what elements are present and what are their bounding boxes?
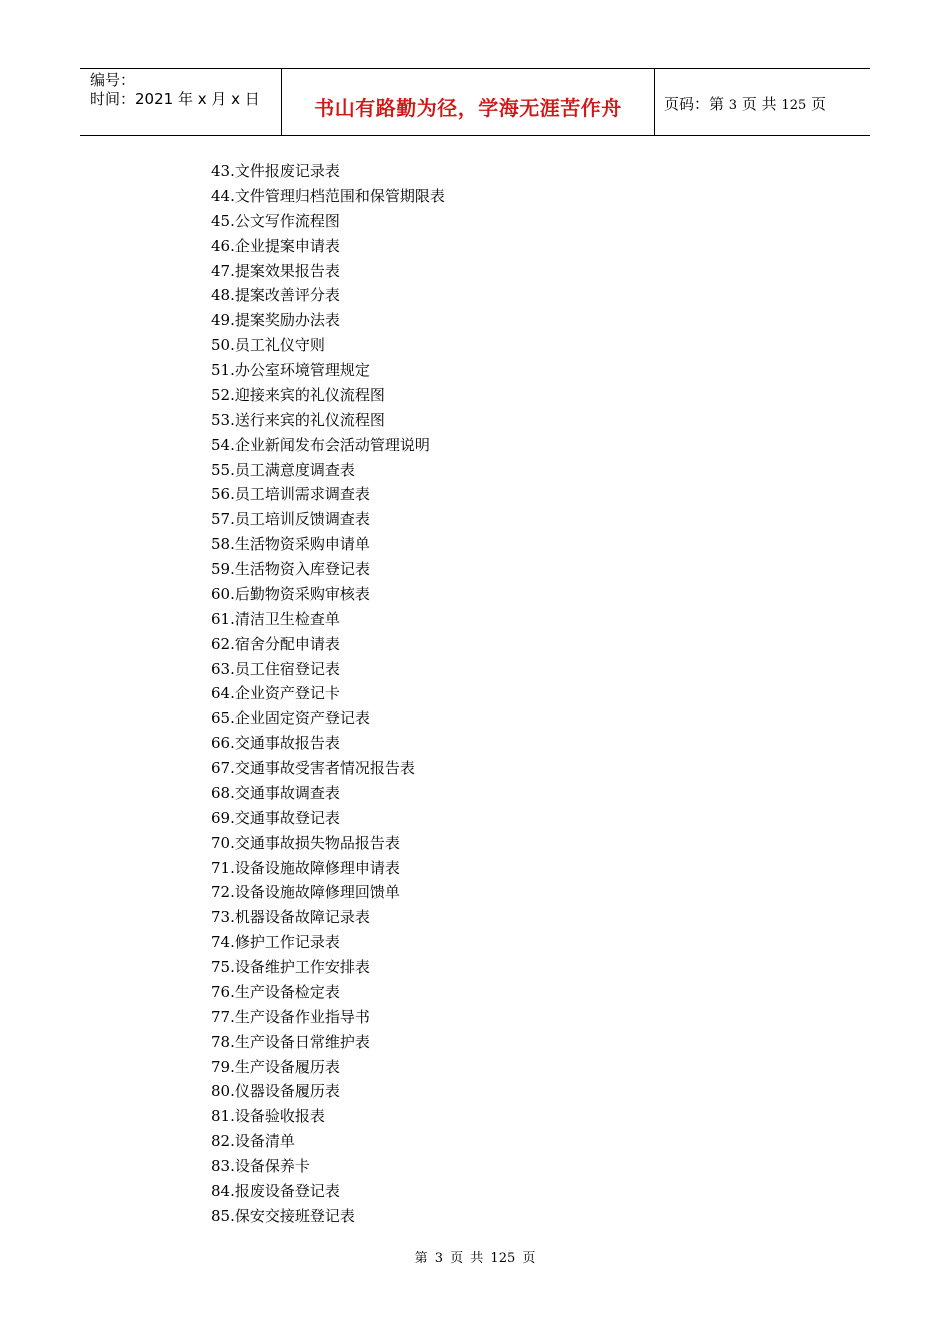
document-time-label: 时间：2021 年 x 月 x 日 [90, 90, 260, 108]
list-item: 69.交通事故登记表 [211, 808, 340, 827]
header-motto: 书山有路勤为径，学海无涯苦作舟 [282, 69, 655, 135]
list-item: 46.企业提案申请表 [211, 236, 340, 255]
page-number: 3 [728, 98, 738, 113]
list-item: 63.员工住宿登记表 [211, 659, 340, 678]
list-item: 58.生活物资采购申请单 [211, 535, 370, 554]
page-mid: 页 共 [741, 95, 777, 113]
page-header [80, 68, 870, 136]
list-item: 83.设备保养卡 [211, 1157, 310, 1175]
list-item: 70.交通事故损失物品报告表 [211, 833, 400, 852]
list-item: 66.交通事故报告表 [211, 734, 340, 753]
list-item: 57.员工培训反馈调查表 [211, 510, 370, 529]
form-list [211, 159, 445, 1229]
list-item: 68.交通事故调查表 [211, 783, 340, 802]
list-item: 79.生产设备履历表 [211, 1057, 340, 1076]
list-item: 50.员工礼仪守则 [211, 336, 325, 355]
document-number-label: 编号： [90, 71, 136, 89]
list-item: 61.清洁卫生检查单 [211, 609, 340, 628]
list-item: 56.员工培训需求调查表 [211, 485, 370, 504]
list-item: 62.宿舍分配申请表 [211, 634, 340, 653]
list-item: 54.企业新闻发布会活动管理说明 [211, 435, 430, 454]
list-item: 82.设备清单 [211, 1132, 295, 1151]
page-prefix: 页码：第 [664, 95, 725, 113]
page-total: 125 [781, 98, 807, 113]
list-item: 80.仪器设备履历表 [211, 1082, 340, 1101]
list-item: 85.保安交接班登记表 [211, 1206, 355, 1225]
list-item: 45.公文写作流程图 [211, 211, 340, 230]
list-item: 75.设备维护工作安排表 [211, 958, 370, 976]
list-item: 48.提案改善评分表 [211, 286, 340, 305]
list-item: 52.迎接来宾的礼仪流程图 [211, 385, 385, 404]
list-item: 74.修护工作记录表 [211, 933, 340, 952]
list-item: 47.提案效果报告表 [211, 261, 340, 280]
list-item: 59.生活物资入库登记表 [211, 560, 370, 578]
header-page-indicator [655, 69, 870, 135]
list-item: 55.员工满意度调查表 [211, 460, 355, 479]
list-item: 49.提案奖励办法表 [211, 311, 340, 330]
list-item: 73.机器设备故障记录表 [211, 908, 370, 927]
list-item: 67.交通事故受害者情况报告表 [211, 759, 415, 777]
list-item: 81.设备验收报表 [211, 1107, 325, 1126]
list-item: 43.文件报废记录表 [211, 162, 340, 180]
list-item: 60.后勤物资采购审核表 [211, 584, 370, 603]
list-item: 78.生产设备日常维护表 [211, 1032, 370, 1051]
header-meta-cell [80, 69, 282, 135]
page-suffix: 页 [811, 95, 827, 113]
list-item: 77.生产设备作业指导书 [211, 1007, 370, 1026]
list-item: 44.文件管理归档范围和保管期限表 [211, 186, 445, 205]
list-item: 51.办公室环境管理规定 [211, 361, 370, 379]
list-item: 65.企业固定资产登记表 [211, 709, 370, 728]
list-item: 84.报废设备登记表 [211, 1181, 340, 1200]
page-footer: 第 3 页 共 125 页 [414, 1251, 536, 1266]
list-item: 64.企业资产登记卡 [211, 684, 340, 703]
list-item: 53.送行来宾的礼仪流程图 [211, 410, 385, 429]
list-item: 71.设备设施故障修理申请表 [211, 858, 400, 877]
list-item: 76.生产设备检定表 [211, 982, 340, 1001]
list-item: 72.设备设施故障修理回馈单 [211, 883, 400, 902]
